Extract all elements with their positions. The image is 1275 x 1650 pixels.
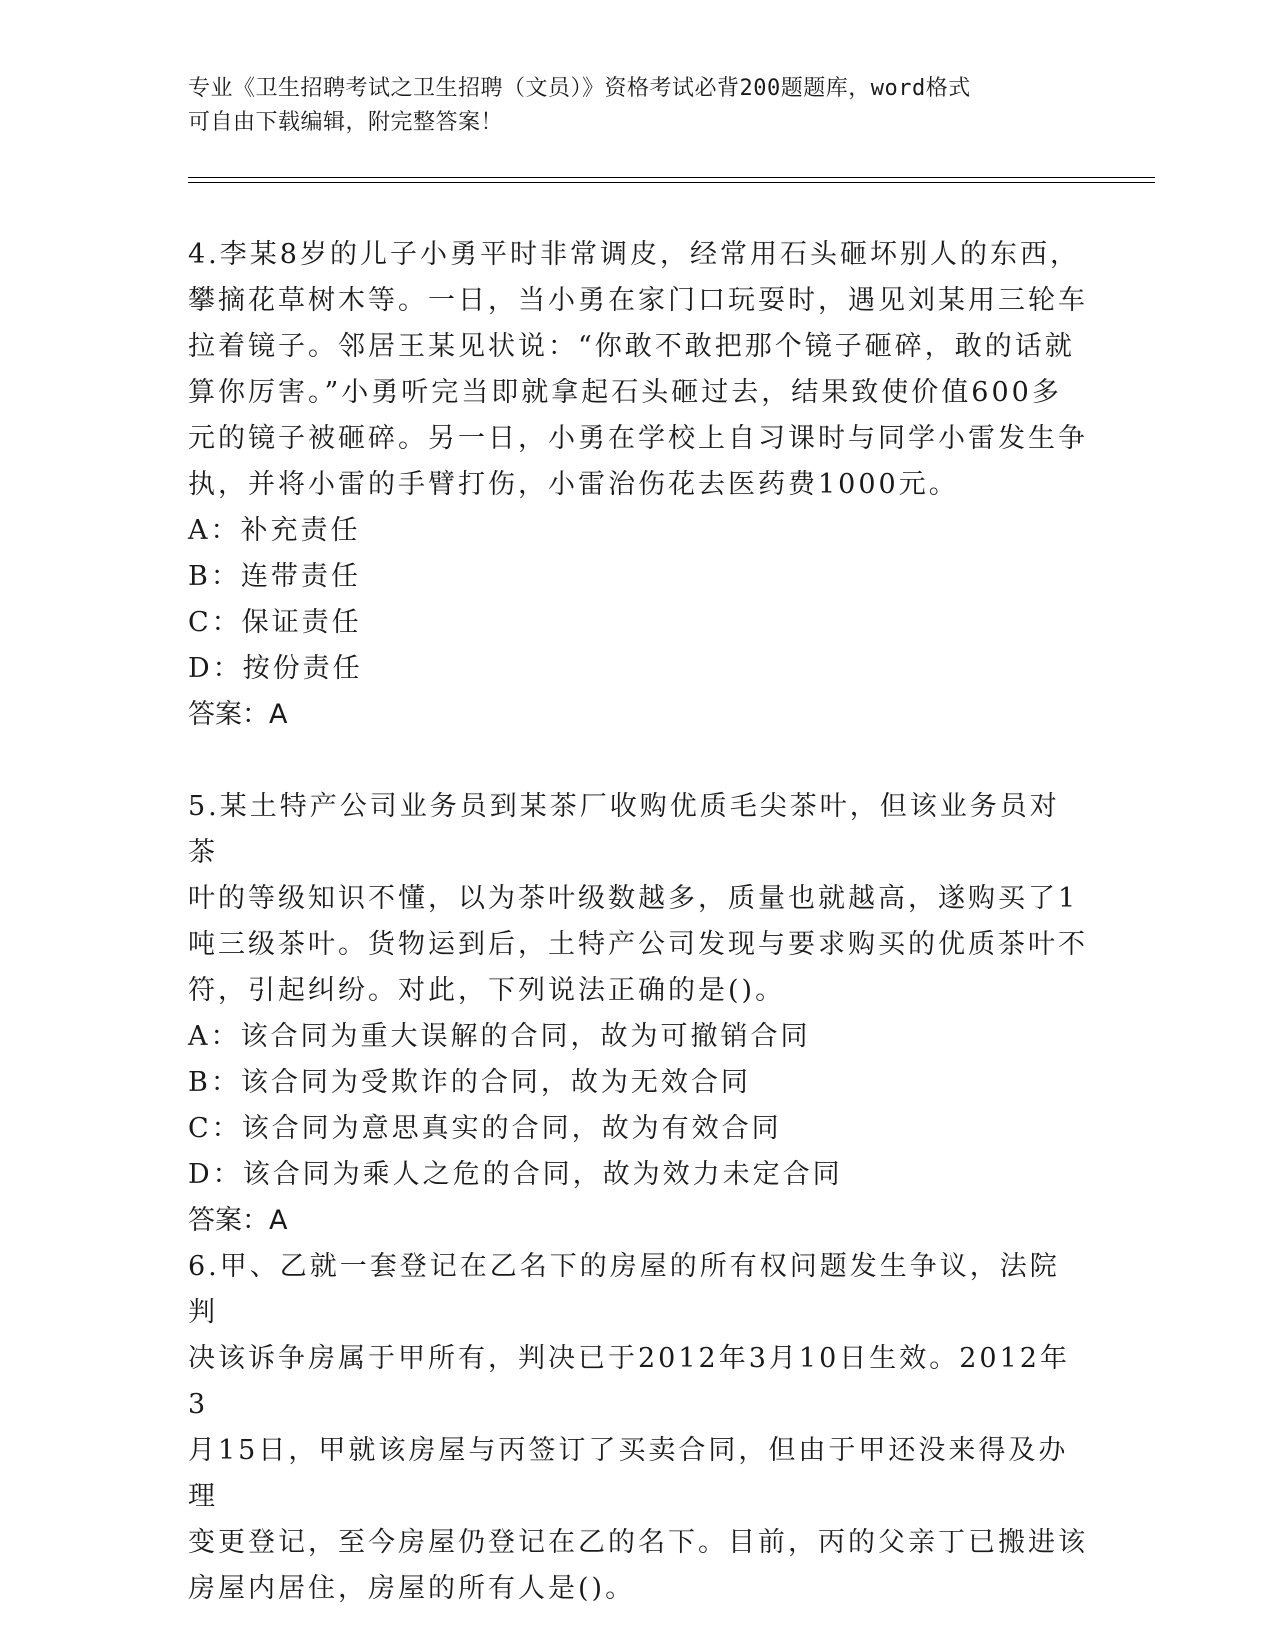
question-stem-line: 算你厉害。”小勇听完当即就拿起石头砸过去，结果致使价值600多 [188,377,1062,408]
question-4 [188,232,1088,738]
question-stem-line: 攀摘花草树木等。一日，当小勇在家门口玩耍时，遇见刘某用三轮车 [188,285,1088,316]
answer-line: 答案：A [188,1205,288,1236]
document-header [188,72,1088,140]
question-stem-line: 月15日，甲就该房屋与丙签订了买卖合同，但由于甲还没来得及办理 [188,1435,1069,1512]
option-c: C：保证责任 [188,607,362,638]
question-stem-line: 4.李某8岁的儿子小勇平时非常调皮，经常用石头砸坏别人的东西， [188,239,1080,270]
option-b: B：连带责任 [188,561,361,592]
question-stem-line: 决该诉争房属于甲所有，判决已于2012年3月10日生效。2012年3 [188,1343,1070,1420]
header-line: 可自由下载编辑，附完整答案！ [188,110,504,135]
option-d: D：该合同为乘人之危的合同，故为效力未定合同 [188,1159,843,1190]
question-stem-line: 6.甲、乙就一套登记在乙名下的房屋的所有权问题发生争议，法院判 [188,1251,1060,1328]
question-stem-line: 5.某土特产公司业务员到某茶厂收购优质毛尖茶叶，但该业务员对茶 [188,791,1060,868]
question-stem-line: 房屋内居住，房屋的所有人是()。 [188,1573,636,1604]
option-d: D：按份责任 [188,653,363,684]
option-a: A：补充责任 [188,515,361,546]
header-divider [188,177,1155,183]
answer-line: 答案：A [188,699,288,730]
question-stem-line: 执，并将小雷的手臂打伤，小雷治伤花去医药费1000元。 [188,469,959,500]
question-stem-line: 拉着镜子。邻居王某见状说：“你敢不敢把那个镜子砸碎，敢的话就 [188,331,1075,362]
question-stem-line: 吨三级茶叶。货物运到后，土特产公司发现与要求购买的优质茶叶不 [188,929,1088,960]
question-stem-line: 变更登记，至今房屋仍登记在乙的名下。目前，丙的父亲丁已搬进该 [188,1527,1088,1558]
question-6 [188,1244,1088,1612]
question-stem-line: 叶的等级知识不懂，以为茶叶级数越多，质量也就越高，遂购买了1 [188,883,1079,914]
question-stem-line: 元的镜子被砸碎。另一日，小勇在学校上自习课时与同学小雷发生争 [188,423,1088,454]
option-b: B：该合同为受欺诈的合同，故为无效合同 [188,1067,751,1098]
question-5 [188,784,1088,1244]
question-stem-line: 符，引起纠纷。对此，下列说法正确的是()。 [188,975,786,1006]
option-c: C：该合同为意思真实的合同，故为有效合同 [188,1113,782,1144]
option-a: A：该合同为重大误解的合同，故为可撤销合同 [188,1021,811,1052]
header-line: 专业《卫生招聘考试之卫生招聘（文员）》资格考试必背200题题库，word格式 [188,76,971,101]
